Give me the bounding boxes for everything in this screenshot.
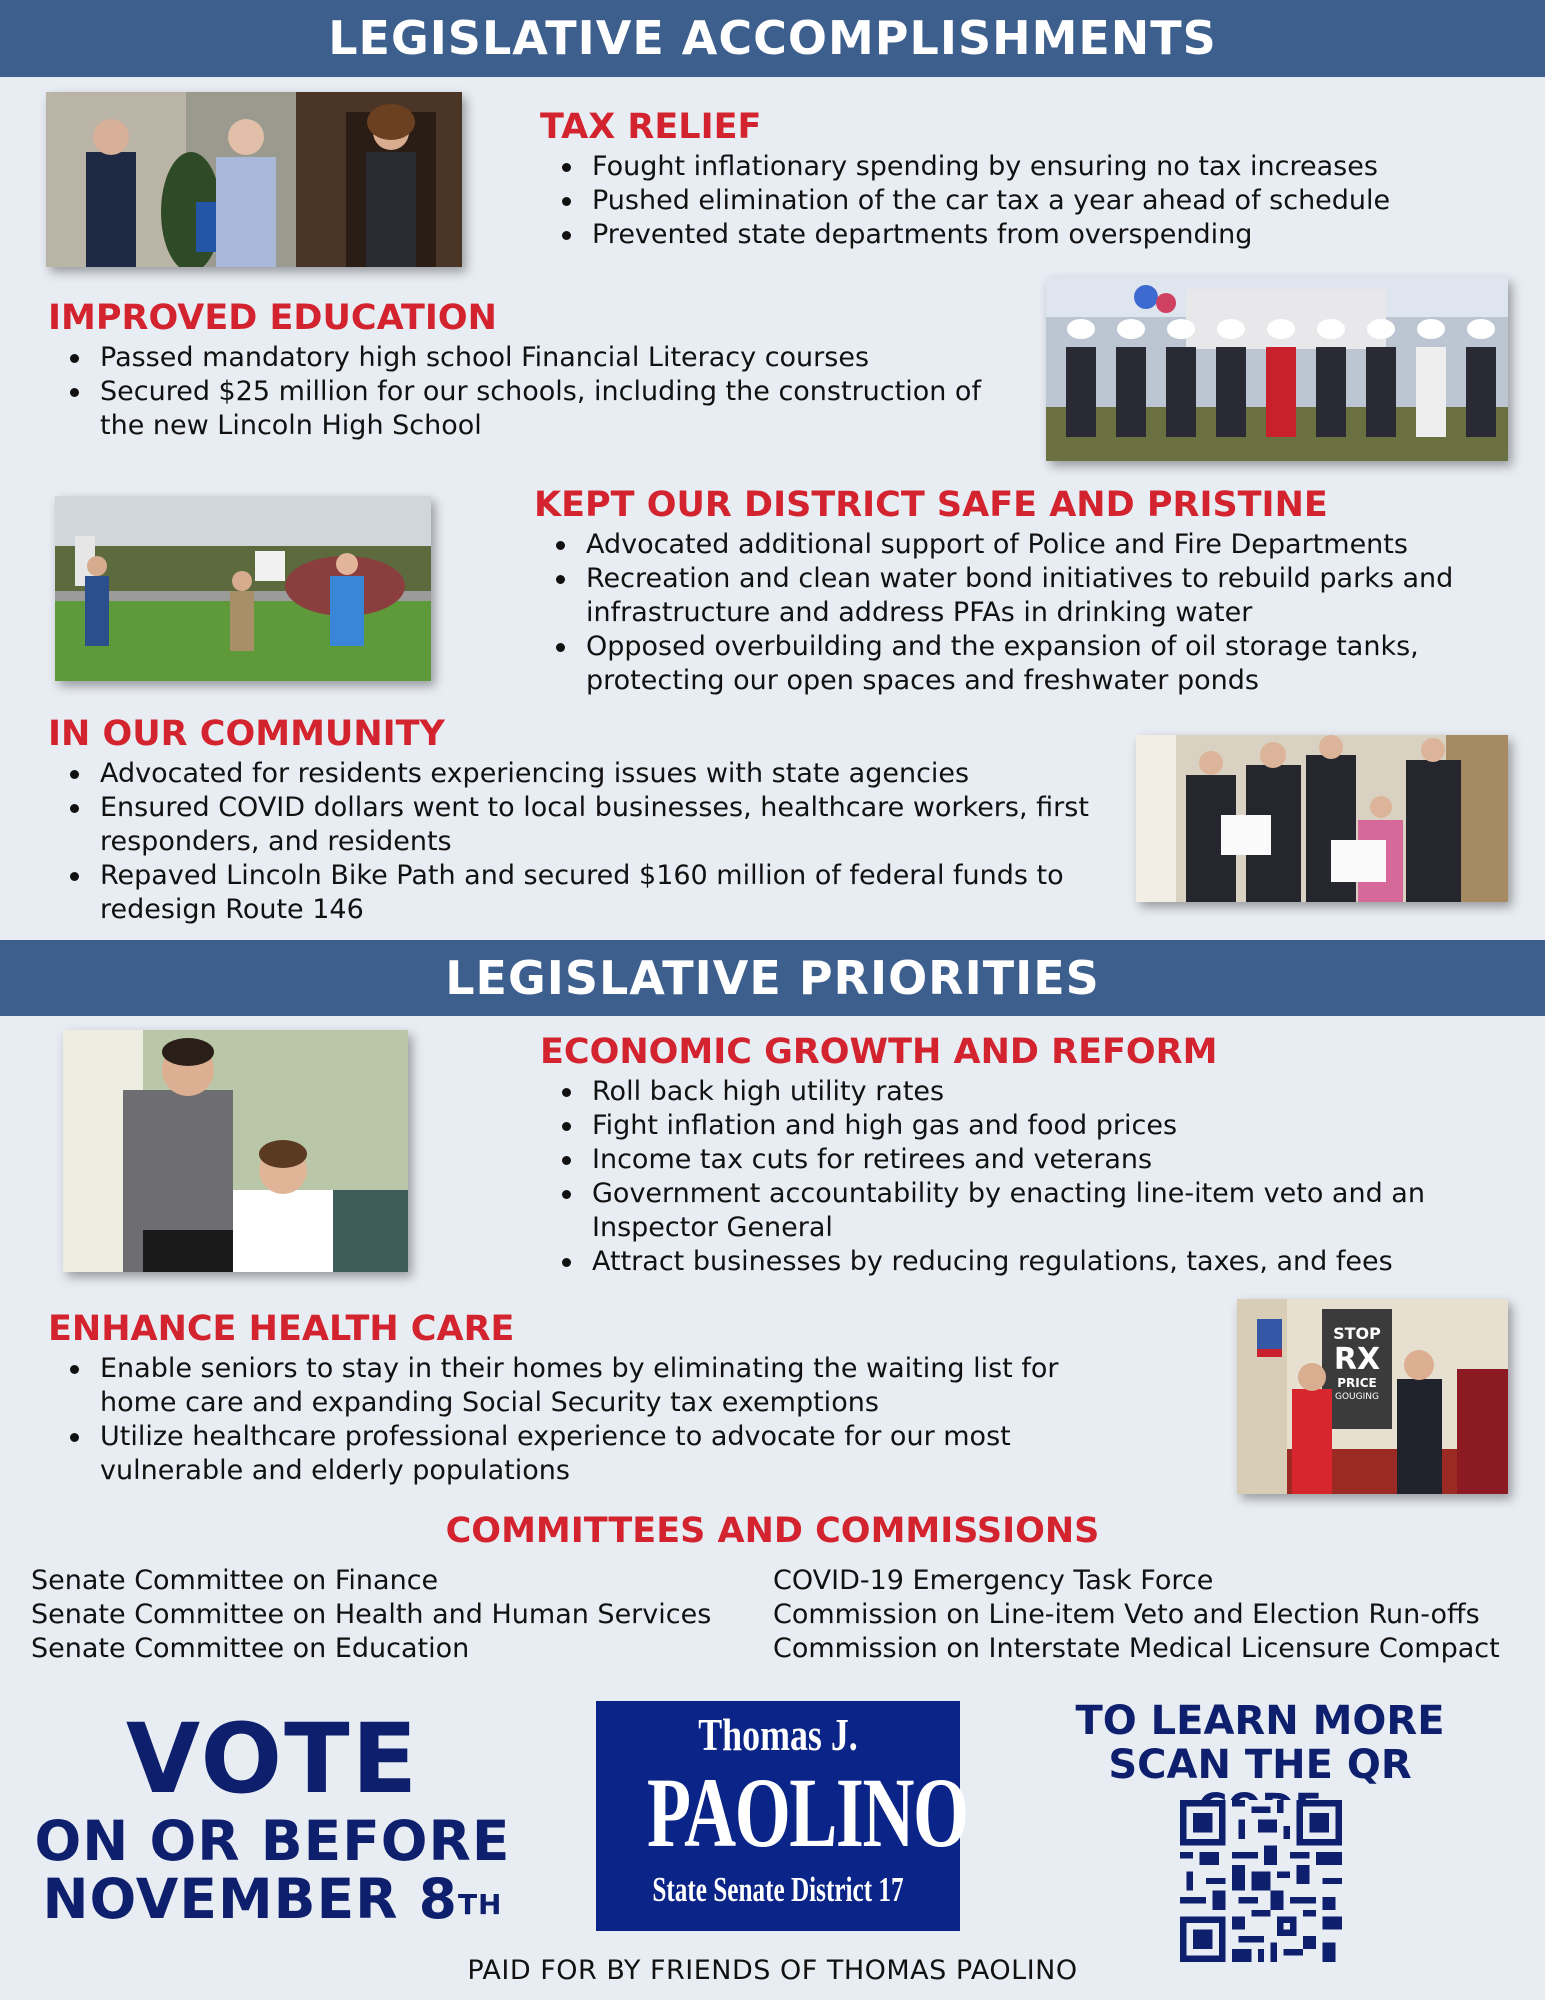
committee-item: Senate Committee on Finance: [31, 1565, 439, 1596]
list-item: Enable seniors to stay in their homes by eliminating the waiting list for home care and expanding Social Security tax exemptions: [100, 1352, 1108, 1420]
sign-line-3: PRICE: [1337, 1376, 1377, 1390]
health-list: [48, 1352, 1108, 1488]
committees-heading: COMMITTEES AND COMMISSIONS: [445, 1511, 1100, 1551]
list-item: Roll back high utility rates: [592, 1075, 1520, 1109]
photo-stop-rx-event: [1237, 1299, 1508, 1494]
health-heading: ENHANCE HEALTH CARE: [48, 1309, 515, 1349]
tax-relief-section: [540, 106, 1520, 252]
paid-for-disclaimer: PAID FOR BY FRIENDS OF THOMAS PAOLINO: [467, 1955, 1078, 1986]
education-section: [48, 297, 1008, 443]
list-item: Fought inflationary spending by ensuring no tax increases: [592, 150, 1520, 184]
committee-item: Senate Committee on Education: [31, 1633, 470, 1664]
list-item: Income tax cuts for retirees and veterans: [592, 1143, 1520, 1177]
list-item: Secured $25 million for our schools, including the construction of the new Lincoln High School: [100, 375, 1008, 443]
photo-office-visit: [63, 1030, 408, 1272]
logo-first-name: Thomas J.: [698, 1709, 858, 1760]
photo-groundbreaking: [1046, 277, 1508, 461]
photo-certificate-presentation: [1136, 735, 1508, 902]
learn-more-line-2: SCAN THE QR: [1108, 1742, 1412, 1788]
list-item: Attract businesses by reducing regulations, taxes, and fees: [592, 1245, 1520, 1279]
committee-item: COVID-19 Emergency Task Force: [773, 1565, 1214, 1596]
logo-last-name: PAOLINO: [646, 1757, 968, 1868]
learn-more-line-1: TO LEARN MORE: [1075, 1698, 1445, 1744]
list-item: Advocated additional support of Police and Fire Departments: [586, 528, 1524, 562]
sign-line-1: STOP: [1333, 1324, 1381, 1343]
vote-heading: VOTE: [125, 1703, 420, 1815]
economic-list: [540, 1075, 1520, 1279]
committee-item: Commission on Interstate Medical Licensure Compact: [773, 1633, 1500, 1664]
economic-heading: ECONOMIC GROWTH AND REFORM: [540, 1032, 1218, 1072]
health-section: [48, 1308, 1108, 1488]
sign-line-4: GOUGING: [1335, 1392, 1379, 1402]
vote-callout: [20, 1703, 525, 1931]
district-list: [534, 528, 1524, 698]
district-section: [534, 484, 1524, 698]
photo-door-knocking: [46, 92, 462, 267]
economic-section: [540, 1031, 1520, 1279]
education-list: [48, 341, 1008, 443]
list-item: Ensured COVID dollars went to local businesses, healthcare workers, first responders, and residents: [100, 791, 1108, 859]
vote-date: NOVEMBER 8: [42, 1867, 458, 1931]
district-heading: KEPT OUR DISTRICT SAFE AND PRISTINE: [534, 485, 1328, 525]
list-item: Advocated for residents experiencing issues with state agencies: [100, 757, 1108, 791]
list-item: Pushed elimination of the car tax a year ahead of schedule: [592, 184, 1520, 218]
tax-relief-list: [540, 150, 1520, 252]
vote-line-2: [20, 1867, 525, 1931]
tax-relief-heading: TAX RELIEF: [540, 107, 762, 147]
list-item: Government accountability by enacting line-item veto and an Inspector General: [592, 1177, 1520, 1245]
qr-code-icon[interactable]: [1180, 1800, 1342, 1962]
candidate-logo: [596, 1701, 968, 1931]
committees-right-column: [773, 1564, 1500, 1666]
list-item: Opposed overbuilding and the expansion of oil storage tanks, protecting our open spaces and freshwater ponds: [586, 630, 1524, 698]
list-item: Passed mandatory high school Financial Literacy courses: [100, 341, 1008, 375]
community-heading: IN OUR COMMUNITY: [48, 714, 445, 754]
list-item: Repaved Lincoln Bike Path and secured $160 million of federal funds to redesign Route 146: [100, 859, 1108, 927]
logo-district: State Senate District 17: [652, 1870, 904, 1909]
list-item: Prevented state departments from overspending: [592, 218, 1520, 252]
committee-item: Commission on Line-item Veto and Election Run-offs: [773, 1599, 1480, 1630]
committees-left-column: [31, 1564, 711, 1666]
list-item: Utilize healthcare professional experience to advocate for our most vulnerable and elderly populations: [100, 1420, 1108, 1488]
vote-line-1: ON OR BEFORE: [34, 1809, 511, 1873]
community-list: [48, 757, 1108, 927]
accomplishments-banner: LEGISLATIVE ACCOMPLISHMENTS: [0, 0, 1545, 77]
sign-line-2: RX: [1333, 1342, 1381, 1377]
education-heading: IMPROVED EDUCATION: [48, 298, 497, 338]
photo-neighborhood: [55, 496, 431, 681]
priorities-banner: LEGISLATIVE PRIORITIES: [0, 940, 1545, 1016]
list-item: Recreation and clean water bond initiatives to rebuild parks and infrastructure and address PFAs in drinking water: [586, 562, 1524, 630]
list-item: Fight inflation and high gas and food prices: [592, 1109, 1520, 1143]
community-section: [48, 713, 1108, 927]
vote-date-suffix: TH: [457, 1888, 503, 1921]
committee-item: Senate Committee on Health and Human Services: [31, 1599, 712, 1630]
